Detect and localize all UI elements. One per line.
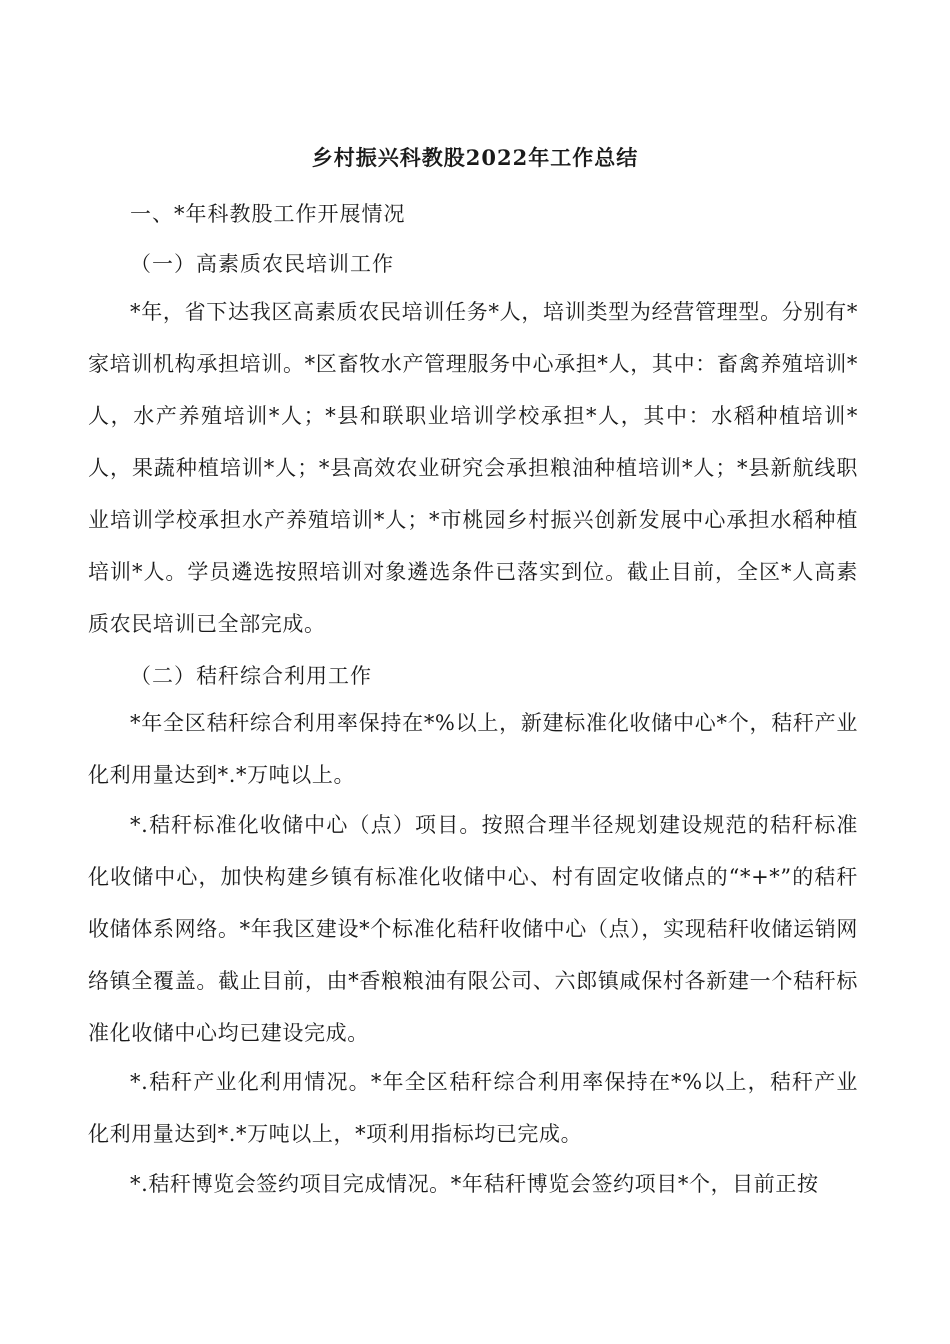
subsection-heading-1: （一）高素质农民培训工作	[130, 252, 394, 276]
subsection-heading-2: （二）秸秆综合利用工作	[130, 664, 372, 688]
paragraph-straw-industrial: *.秸秆产业化利用情况。*年全区秸秆综合利用率保持在*%以上，秸秆产业化利用量达到*.*万吨以上，*项利用指标均已完成。	[88, 1070, 858, 1146]
section-heading-1: 一、*年科教股工作开展情况	[130, 202, 406, 226]
paragraph-straw-storage: *.秸秆标准化收储中心（点）项目。按照合理半径规划建设规范的秸秆标准化收储中心，加快构建乡镇有标准化收储中心、村有固定收储点的“*+*”的秸秆收储体系网络。*年我区建设*个标准化秸秆收储中心（点），实现秸秆收储运销网络镇全覆盖。截止目前，由*香粮粮油有限公司、六郎镇咸保村各新建一个秸秆标准化收储中心均已建设完成。	[88, 813, 858, 1045]
paragraph-training: *年，省下达我区高素质农民培训任务*人，培训类型为经营管理型。分别有*家培训机构承担培训。*区畜牧水产管理服务中心承担*人，其中：畜禽养殖培训*人，水产养殖培训*人；*县和联职业培训学校承担*人，其中：水稻种植培训*人，果蔬种植培训*人；*县高效农业研究会承担粮油种植培训*人；*县新航线职业培训学校承担水产养殖培训*人；*市桃园乡村振兴创新发展中心承担水稻种植培训*人。学员遴选按照培训对象遴选条件已落实到位。截止目前，全区*人高素质农民培训已全部完成。	[88, 300, 858, 636]
document-title: 乡村振兴科教股2022年工作总结	[311, 145, 639, 170]
paragraph-straw-overview: *年全区秸秆综合利用率保持在*%以上，新建标准化收储中心*个，秸秆产业化利用量达到*.*万吨以上。	[88, 711, 858, 787]
paragraph-straw-expo: *.秸秆博览会签约项目完成情况。*年秸秆博览会签约项目*个，目前正按	[130, 1172, 819, 1196]
